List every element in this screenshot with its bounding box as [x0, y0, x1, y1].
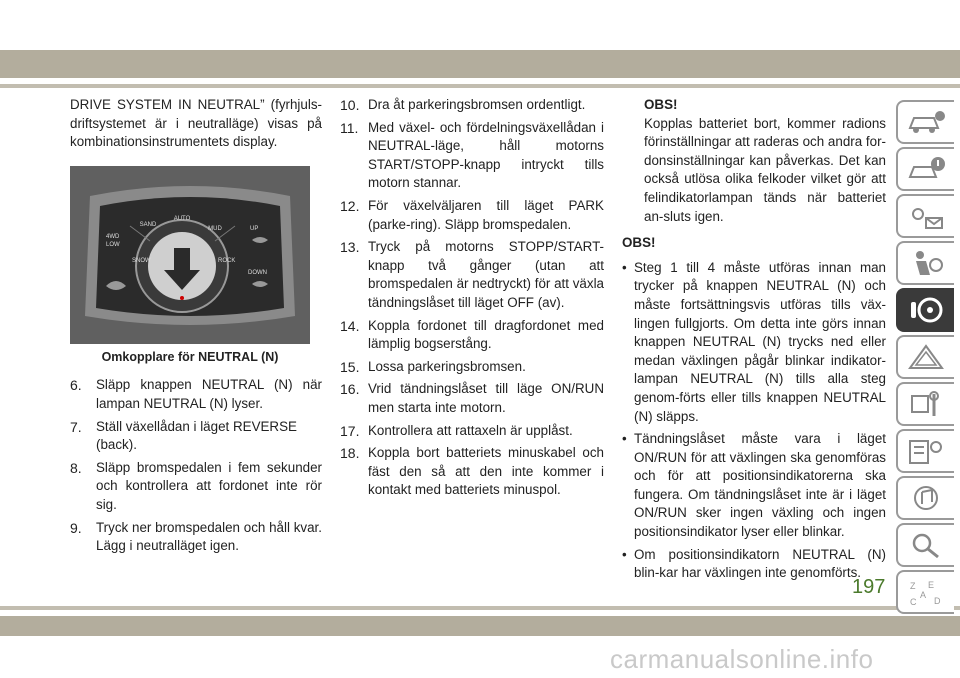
settings-list-icon	[906, 437, 946, 465]
bullet-text: Steg 1 till 4 måste utföras innan man trycker på knappen NEUTRAL (N) och måste fortsättningsvis utföras tills väx-lingen fullgjorts. Om detta inte görs innan knappen NEUTRAL (N) trycks ned eller medan växlingen pågår blinkar indikator-lampan NEUTRAL (N) tills alla steg genom-förts eller tills knappen NEUTRAL (N) släpps.	[634, 259, 886, 424]
bullet-item	[622, 546, 886, 583]
step-number: 8.	[70, 459, 82, 476]
column-right	[622, 96, 886, 587]
step-text: Tryck ner bromspedalen och håll kvar. Lägg i neutralläget igen.	[96, 519, 322, 554]
neutral-switch-figure	[70, 166, 310, 344]
step-number: 18.	[340, 445, 360, 462]
note-heading: OBS!	[622, 235, 656, 251]
bullet-item	[622, 259, 886, 426]
page-number: 197	[852, 576, 886, 598]
note-box	[622, 96, 886, 226]
step-number: 6.	[70, 377, 82, 394]
tab-car-info[interactable]	[896, 100, 954, 144]
step-text: Med växel- och fördelningsväxellådan i NEUTRAL-läge, håll motorns START/STOPP-knapp intryckt tills motorn stannar.	[368, 119, 604, 191]
tools-icon	[906, 390, 946, 418]
step-text: Ställ växellådan i läget REVERSE (back).	[96, 418, 297, 453]
label-auto: AUTO	[173, 215, 191, 222]
step-number: 17.	[340, 422, 360, 439]
step-item	[70, 519, 322, 556]
svg-text:D: D	[934, 596, 941, 606]
car-info-icon	[906, 108, 946, 136]
svg-text:C: C	[910, 597, 917, 606]
step-item	[70, 418, 322, 455]
step-number: 13.	[340, 239, 360, 256]
step-number: 16.	[340, 381, 360, 398]
tab-steering-wheel[interactable]	[896, 288, 954, 332]
tab-airbag-person[interactable]	[896, 241, 954, 285]
bottom-rule	[0, 606, 960, 610]
column-middle	[340, 96, 604, 504]
steering-wheel-icon	[906, 296, 946, 324]
bullet-item	[622, 430, 886, 542]
tab-index[interactable]	[896, 570, 954, 614]
label-snow: SNOW	[132, 257, 151, 264]
column-left	[70, 96, 322, 560]
step-item	[340, 422, 604, 441]
tab-hazard-triangle[interactable]	[896, 335, 954, 379]
step-item	[340, 317, 604, 354]
tab-search[interactable]	[896, 523, 954, 567]
tab-car-warning[interactable]	[896, 147, 954, 191]
search-icon	[906, 531, 946, 559]
step-text: Kontrollera att rattaxeln är upplåst.	[368, 422, 573, 438]
label-rock: ROCK	[218, 257, 236, 264]
figure-caption: Omkopplare för NEUTRAL (N)	[101, 349, 279, 364]
step-item	[340, 444, 604, 500]
top-band	[0, 50, 960, 78]
bullet-icon: •	[622, 431, 627, 447]
intro-text: DRIVE SYSTEM IN NEUTRAL” (fyrhjuls-driftsystemet är i neutralläge) visas på kombinationsinstrumentets display.	[70, 97, 322, 150]
step-number: 12.	[340, 197, 360, 214]
step-item	[340, 197, 604, 234]
step-text: Vrid tändningslåset till läge ON/RUN men starta inte motorn.	[368, 381, 604, 415]
step-text: Koppla bort batteriets minuskabel och fäst den så att den inte kommer i kontakt med batteriets minuspol.	[368, 445, 604, 498]
chapter-tabs	[896, 100, 960, 617]
step-text: Tryck på motorns STOPP/START-knapp två gånger (utan att bromspedalen är nedtryckt) för att växla tändningslåset till läget OFF (av).	[368, 239, 604, 310]
light-message-icon	[906, 202, 946, 230]
switch-panel-image	[70, 166, 310, 344]
note-text: Kopplas batteriet bort, kommer radions förinställningar att raderas och andra for-donsinställningar kan påverkas. Det kan också utlösa olika felkoder vilket gör att felindikatorlampan tänds när batteriet an-sluts igen.	[644, 115, 886, 224]
step-number: 14.	[340, 317, 360, 334]
bullet-icon: •	[622, 259, 627, 275]
step-number: 10.	[340, 97, 360, 113]
step-text: Koppla fordonet till dragfordonet med lämplig bogserstång.	[368, 317, 604, 352]
step-item	[340, 238, 604, 312]
bullet-text: Tändningslåset måste vara i läget ON/RUN för att växlingen ska genomföras och för att positionsindikatorerna ska fungera. Om tändningslåset inte är i läget ON/RUN sker ingen växling och ingen positionsindikator lyser eller blinkar.	[634, 431, 886, 540]
svg-text:A: A	[920, 590, 927, 600]
step-item	[70, 459, 322, 515]
tab-tools[interactable]	[896, 382, 954, 426]
top-rule	[0, 84, 960, 88]
tab-light-message[interactable]	[896, 194, 954, 238]
airbag-person-icon	[906, 249, 946, 277]
step-number: 7.	[70, 418, 82, 435]
step-item	[340, 358, 604, 377]
step-text: Dra åt parkeringsbromsen ordentligt.	[368, 97, 586, 112]
tab-media[interactable]	[896, 476, 954, 520]
bullet-icon: •	[622, 546, 627, 562]
label-down: DOWN	[248, 269, 267, 276]
tab-settings-list[interactable]	[896, 429, 954, 473]
step-number: 9.	[70, 519, 82, 536]
step-item	[340, 380, 604, 417]
svg-text:Z: Z	[910, 581, 916, 591]
step-item	[70, 376, 322, 413]
step-item	[340, 96, 604, 115]
car-warning-icon	[906, 155, 946, 183]
step-text: Lossa parkeringsbromsen.	[368, 358, 526, 374]
note-heading: OBS!	[644, 97, 678, 112]
watermark: carmanualsonline.info	[610, 644, 874, 674]
step-number: 15.	[340, 358, 360, 375]
label-4wd: 4WD	[106, 233, 120, 240]
svg-text:E: E	[928, 580, 935, 590]
label-mud: MUD	[208, 225, 222, 232]
step-text: Släpp knappen NEUTRAL (N) när lampan NEUTRAL (N) lyser.	[96, 377, 322, 411]
step-item	[340, 119, 604, 193]
hazard-triangle-icon	[906, 343, 946, 371]
step-text: För växelväljaren till läget PARK (parke-ring). Släpp bromspedalen.	[368, 197, 604, 232]
step-number: 11.	[340, 119, 359, 136]
index-letters-icon	[906, 578, 946, 606]
bullet-text: Om positionsindikatorn NEUTRAL (N) blin-kar har växlingen inte genomförts.	[634, 546, 886, 581]
label-sand: SAND	[139, 221, 157, 228]
label-low: LOW	[106, 241, 120, 248]
media-icon	[906, 484, 946, 512]
bottom-band	[0, 616, 960, 636]
step-text: Släpp bromspedalen i fem sekunder och kontrollera att fordonet inte rör sig.	[96, 459, 322, 512]
label-up: UP	[250, 225, 259, 232]
